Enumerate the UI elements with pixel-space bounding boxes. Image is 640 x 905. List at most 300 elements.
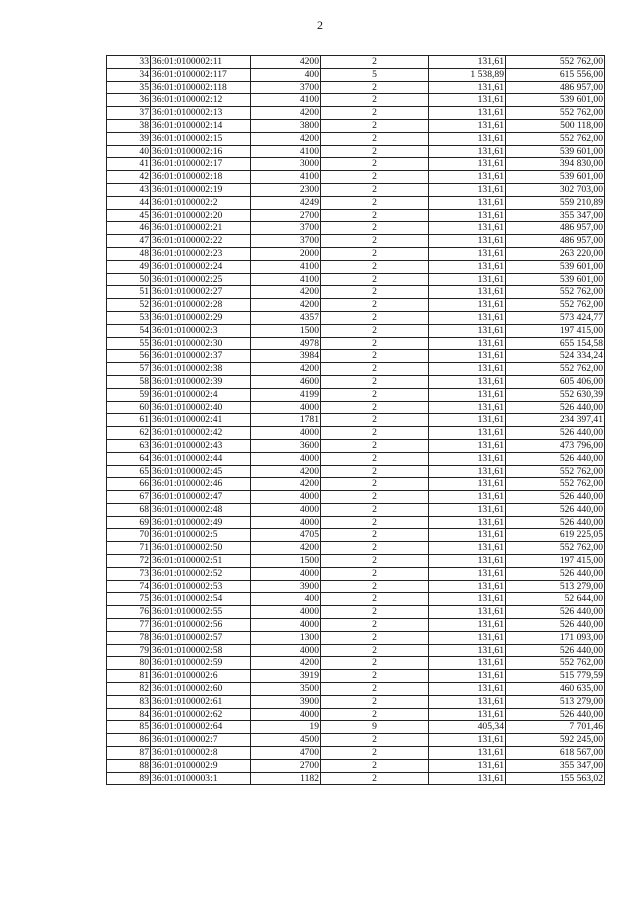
rate-cell: 131,61 <box>429 235 506 248</box>
table-row <box>107 94 605 107</box>
area-cell: 3700 <box>251 81 321 94</box>
area-cell: 3000 <box>251 158 321 171</box>
table-row <box>107 439 605 452</box>
group-cell: 2 <box>321 388 429 401</box>
table-row <box>107 158 605 171</box>
row-number: 81 <box>107 670 151 683</box>
rate-cell: 1 538,89 <box>429 68 506 81</box>
value-cell: 619 225,05 <box>506 529 605 542</box>
rate-cell: 131,61 <box>429 81 506 94</box>
area-cell: 3700 <box>251 222 321 235</box>
group-cell: 2 <box>321 491 429 504</box>
cadastral-number: 36:01:0100003:1 <box>151 772 251 785</box>
row-number: 47 <box>107 235 151 248</box>
area-cell: 3900 <box>251 580 321 593</box>
rate-cell: 131,61 <box>429 593 506 606</box>
table-row <box>107 145 605 158</box>
cadastral-number: 36:01:0100002:2 <box>151 196 251 209</box>
table-row <box>107 107 605 120</box>
value-cell: 552 762,00 <box>506 299 605 312</box>
group-cell: 2 <box>321 593 429 606</box>
cadastral-number: 36:01:0100002:25 <box>151 273 251 286</box>
rate-cell: 131,61 <box>429 657 506 670</box>
area-cell: 3600 <box>251 439 321 452</box>
table-row <box>107 606 605 619</box>
group-cell: 2 <box>321 94 429 107</box>
group-cell: 2 <box>321 619 429 632</box>
cadastral-number: 36:01:0100002:55 <box>151 606 251 619</box>
area-cell: 4200 <box>251 363 321 376</box>
table-row <box>107 772 605 785</box>
value-cell: 559 210,89 <box>506 196 605 209</box>
table-row <box>107 644 605 657</box>
rate-cell: 131,61 <box>429 222 506 235</box>
cadastral-number: 36:01:0100002:4 <box>151 388 251 401</box>
table-row <box>107 209 605 222</box>
group-cell: 2 <box>321 158 429 171</box>
cadastral-number: 36:01:0100002:11 <box>151 56 251 69</box>
row-number: 37 <box>107 107 151 120</box>
value-cell: 197 415,00 <box>506 324 605 337</box>
group-cell: 2 <box>321 196 429 209</box>
table-row <box>107 247 605 260</box>
group-cell: 2 <box>321 119 429 132</box>
row-number: 44 <box>107 196 151 209</box>
row-number: 50 <box>107 273 151 286</box>
row-number: 42 <box>107 171 151 184</box>
row-number: 64 <box>107 452 151 465</box>
rate-cell: 131,61 <box>429 580 506 593</box>
cadastral-number: 36:01:0100002:52 <box>151 567 251 580</box>
rate-cell: 131,61 <box>429 158 506 171</box>
row-number: 36 <box>107 94 151 107</box>
cadastral-number: 36:01:0100002:13 <box>151 107 251 120</box>
rate-cell: 131,61 <box>429 273 506 286</box>
value-cell: 486 957,00 <box>506 235 605 248</box>
area-cell: 4200 <box>251 478 321 491</box>
value-cell: 473 796,00 <box>506 439 605 452</box>
rate-cell: 405,34 <box>429 721 506 734</box>
value-cell: 355 347,00 <box>506 759 605 772</box>
area-cell: 3500 <box>251 683 321 696</box>
row-number: 67 <box>107 491 151 504</box>
group-cell: 2 <box>321 772 429 785</box>
row-number: 53 <box>107 311 151 324</box>
area-cell: 19 <box>251 721 321 734</box>
row-number: 79 <box>107 644 151 657</box>
row-number: 71 <box>107 542 151 555</box>
group-cell: 2 <box>321 503 429 516</box>
rate-cell: 131,61 <box>429 516 506 529</box>
group-cell: 2 <box>321 299 429 312</box>
rate-cell: 131,61 <box>429 107 506 120</box>
table-row <box>107 708 605 721</box>
group-cell: 2 <box>321 350 429 363</box>
cadastral-number: 36:01:0100002:16 <box>151 145 251 158</box>
cadastral-number: 36:01:0100002:51 <box>151 555 251 568</box>
row-number: 33 <box>107 56 151 69</box>
row-number: 41 <box>107 158 151 171</box>
area-cell: 3984 <box>251 350 321 363</box>
value-cell: 526 440,00 <box>506 567 605 580</box>
row-number: 59 <box>107 388 151 401</box>
cadastral-number: 36:01:0100002:48 <box>151 503 251 516</box>
area-cell: 1500 <box>251 555 321 568</box>
value-cell: 526 440,00 <box>506 503 605 516</box>
group-cell: 2 <box>321 286 429 299</box>
value-cell: 524 334,24 <box>506 350 605 363</box>
rate-cell: 131,61 <box>429 94 506 107</box>
row-number: 43 <box>107 183 151 196</box>
cadastral-number: 36:01:0100002:53 <box>151 580 251 593</box>
rate-cell: 131,61 <box>429 772 506 785</box>
rate-cell: 131,61 <box>429 708 506 721</box>
value-cell: 552 762,00 <box>506 132 605 145</box>
row-number: 66 <box>107 478 151 491</box>
row-number: 70 <box>107 529 151 542</box>
area-cell: 4100 <box>251 260 321 273</box>
parcel-table <box>106 55 605 785</box>
rate-cell: 131,61 <box>429 171 506 184</box>
area-cell: 2000 <box>251 247 321 260</box>
cadastral-number: 36:01:0100002:9 <box>151 759 251 772</box>
group-cell: 2 <box>321 145 429 158</box>
table-row <box>107 670 605 683</box>
cadastral-number: 36:01:0100002:12 <box>151 94 251 107</box>
row-number: 57 <box>107 363 151 376</box>
area-cell: 4357 <box>251 311 321 324</box>
rate-cell: 131,61 <box>429 286 506 299</box>
table-row <box>107 427 605 440</box>
row-number: 78 <box>107 631 151 644</box>
table-row <box>107 273 605 286</box>
area-cell: 4100 <box>251 94 321 107</box>
table-row <box>107 516 605 529</box>
cadastral-number: 36:01:0100002:57 <box>151 631 251 644</box>
area-cell: 4000 <box>251 606 321 619</box>
value-cell: 526 440,00 <box>506 427 605 440</box>
value-cell: 513 279,00 <box>506 695 605 708</box>
cadastral-number: 36:01:0100002:61 <box>151 695 251 708</box>
value-cell: 552 762,00 <box>506 542 605 555</box>
row-number: 87 <box>107 747 151 760</box>
table-row <box>107 619 605 632</box>
row-number: 58 <box>107 375 151 388</box>
cadastral-number: 36:01:0100002:38 <box>151 363 251 376</box>
rate-cell: 131,61 <box>429 56 506 69</box>
value-cell: 355 347,00 <box>506 209 605 222</box>
cadastral-number: 36:01:0100002:49 <box>151 516 251 529</box>
rate-cell: 131,61 <box>429 695 506 708</box>
cadastral-number: 36:01:0100002:6 <box>151 670 251 683</box>
row-number: 34 <box>107 68 151 81</box>
table-row <box>107 375 605 388</box>
table-row <box>107 350 605 363</box>
rate-cell: 131,61 <box>429 132 506 145</box>
group-cell: 2 <box>321 311 429 324</box>
group-cell: 2 <box>321 260 429 273</box>
group-cell: 2 <box>321 606 429 619</box>
value-cell: 515 779,59 <box>506 670 605 683</box>
area-cell: 4000 <box>251 516 321 529</box>
row-number: 35 <box>107 81 151 94</box>
rate-cell: 131,61 <box>429 606 506 619</box>
area-cell: 2700 <box>251 759 321 772</box>
cadastral-number: 36:01:0100002:5 <box>151 529 251 542</box>
table-row <box>107 465 605 478</box>
area-cell: 4200 <box>251 107 321 120</box>
row-number: 62 <box>107 427 151 440</box>
value-cell: 155 563,02 <box>506 772 605 785</box>
value-cell: 500 118,00 <box>506 119 605 132</box>
row-number: 38 <box>107 119 151 132</box>
area-cell: 4100 <box>251 273 321 286</box>
area-cell: 4000 <box>251 401 321 414</box>
cadastral-number: 36:01:0100002:23 <box>151 247 251 260</box>
rate-cell: 131,61 <box>429 324 506 337</box>
value-cell: 526 440,00 <box>506 619 605 632</box>
row-number: 89 <box>107 772 151 785</box>
group-cell: 2 <box>321 375 429 388</box>
row-number: 60 <box>107 401 151 414</box>
table-row <box>107 183 605 196</box>
area-cell: 4249 <box>251 196 321 209</box>
row-number: 77 <box>107 619 151 632</box>
group-cell: 5 <box>321 68 429 81</box>
cadastral-number: 36:01:0100002:64 <box>151 721 251 734</box>
table-row <box>107 759 605 772</box>
table-row <box>107 567 605 580</box>
cadastral-number: 36:01:0100002:8 <box>151 747 251 760</box>
area-cell: 2700 <box>251 209 321 222</box>
area-cell: 4000 <box>251 491 321 504</box>
cadastral-number: 36:01:0100002:30 <box>151 337 251 350</box>
row-number: 51 <box>107 286 151 299</box>
rate-cell: 131,61 <box>429 439 506 452</box>
area-cell: 3800 <box>251 119 321 132</box>
group-cell: 2 <box>321 478 429 491</box>
rate-cell: 131,61 <box>429 529 506 542</box>
table-row <box>107 299 605 312</box>
value-cell: 552 762,00 <box>506 107 605 120</box>
rate-cell: 131,61 <box>429 542 506 555</box>
area-cell: 4200 <box>251 56 321 69</box>
area-cell: 4500 <box>251 734 321 747</box>
group-cell: 2 <box>321 670 429 683</box>
rate-cell: 131,61 <box>429 183 506 196</box>
row-number: 85 <box>107 721 151 734</box>
group-cell: 2 <box>321 427 429 440</box>
table-row <box>107 337 605 350</box>
table-row <box>107 196 605 209</box>
rate-cell: 131,61 <box>429 619 506 632</box>
value-cell: 197 415,00 <box>506 555 605 568</box>
value-cell: 526 440,00 <box>506 452 605 465</box>
value-cell: 615 556,00 <box>506 68 605 81</box>
rate-cell: 131,61 <box>429 452 506 465</box>
row-number: 56 <box>107 350 151 363</box>
area-cell: 2300 <box>251 183 321 196</box>
area-cell: 3700 <box>251 235 321 248</box>
value-cell: 605 406,00 <box>506 375 605 388</box>
area-cell: 4000 <box>251 567 321 580</box>
row-number: 61 <box>107 414 151 427</box>
area-cell: 4200 <box>251 542 321 555</box>
rate-cell: 131,61 <box>429 145 506 158</box>
cadastral-number: 36:01:0100002:39 <box>151 375 251 388</box>
cadastral-number: 36:01:0100002:29 <box>151 311 251 324</box>
table-row <box>107 260 605 273</box>
table-row <box>107 491 605 504</box>
group-cell: 2 <box>321 183 429 196</box>
table-row <box>107 311 605 324</box>
table-row <box>107 414 605 427</box>
value-cell: 552 762,00 <box>506 465 605 478</box>
cadastral-number: 36:01:0100002:47 <box>151 491 251 504</box>
table-row <box>107 119 605 132</box>
rate-cell: 131,61 <box>429 465 506 478</box>
table-row <box>107 132 605 145</box>
value-cell: 539 601,00 <box>506 171 605 184</box>
rate-cell: 131,61 <box>429 350 506 363</box>
value-cell: 573 424,77 <box>506 311 605 324</box>
value-cell: 552 762,00 <box>506 56 605 69</box>
cadastral-number: 36:01:0100002:43 <box>151 439 251 452</box>
cadastral-number: 36:01:0100002:54 <box>151 593 251 606</box>
table-row <box>107 363 605 376</box>
cadastral-number: 36:01:0100002:59 <box>151 657 251 670</box>
cadastral-number: 36:01:0100002:40 <box>151 401 251 414</box>
group-cell: 2 <box>321 107 429 120</box>
row-number: 63 <box>107 439 151 452</box>
value-cell: 552 762,00 <box>506 286 605 299</box>
group-cell: 2 <box>321 363 429 376</box>
table-row <box>107 542 605 555</box>
group-cell: 2 <box>321 337 429 350</box>
value-cell: 526 440,00 <box>506 491 605 504</box>
rate-cell: 131,61 <box>429 759 506 772</box>
group-cell: 2 <box>321 273 429 286</box>
row-number: 72 <box>107 555 151 568</box>
table-row <box>107 235 605 248</box>
rate-cell: 131,61 <box>429 401 506 414</box>
value-cell: 592 245,00 <box>506 734 605 747</box>
rate-cell: 131,61 <box>429 427 506 440</box>
cadastral-number: 36:01:0100002:118 <box>151 81 251 94</box>
row-number: 88 <box>107 759 151 772</box>
value-cell: 655 154,58 <box>506 337 605 350</box>
rate-cell: 131,61 <box>429 299 506 312</box>
group-cell: 2 <box>321 81 429 94</box>
group-cell: 2 <box>321 567 429 580</box>
value-cell: 552 762,00 <box>506 657 605 670</box>
value-cell: 486 957,00 <box>506 81 605 94</box>
table-row <box>107 81 605 94</box>
area-cell: 4199 <box>251 388 321 401</box>
table-row <box>107 721 605 734</box>
cadastral-number: 36:01:0100002:22 <box>151 235 251 248</box>
cadastral-number: 36:01:0100002:46 <box>151 478 251 491</box>
row-number: 73 <box>107 567 151 580</box>
value-cell: 526 440,00 <box>506 708 605 721</box>
area-cell: 4978 <box>251 337 321 350</box>
row-number: 84 <box>107 708 151 721</box>
area-cell: 4700 <box>251 747 321 760</box>
row-number: 40 <box>107 145 151 158</box>
table-row <box>107 555 605 568</box>
value-cell: 302 703,00 <box>506 183 605 196</box>
area-cell: 4000 <box>251 619 321 632</box>
group-cell: 2 <box>321 222 429 235</box>
value-cell: 526 440,00 <box>506 401 605 414</box>
group-cell: 2 <box>321 708 429 721</box>
row-number: 52 <box>107 299 151 312</box>
group-cell: 2 <box>321 529 429 542</box>
row-number: 82 <box>107 683 151 696</box>
cadastral-number: 36:01:0100002:15 <box>151 132 251 145</box>
rate-cell: 131,61 <box>429 631 506 644</box>
value-cell: 526 440,00 <box>506 606 605 619</box>
area-cell: 4000 <box>251 644 321 657</box>
cadastral-number: 36:01:0100002:19 <box>151 183 251 196</box>
value-cell: 7 701,46 <box>506 721 605 734</box>
table-row <box>107 503 605 516</box>
area-cell: 4000 <box>251 452 321 465</box>
row-number: 45 <box>107 209 151 222</box>
area-cell: 4200 <box>251 299 321 312</box>
area-cell: 4200 <box>251 286 321 299</box>
value-cell: 234 397,41 <box>506 414 605 427</box>
area-cell: 4100 <box>251 145 321 158</box>
group-cell: 2 <box>321 439 429 452</box>
value-cell: 539 601,00 <box>506 260 605 273</box>
table-row <box>107 171 605 184</box>
area-cell: 4200 <box>251 657 321 670</box>
group-cell: 2 <box>321 465 429 478</box>
cadastral-number: 36:01:0100002:27 <box>151 286 251 299</box>
group-cell: 2 <box>321 171 429 184</box>
group-cell: 2 <box>321 657 429 670</box>
cadastral-number: 36:01:0100002:41 <box>151 414 251 427</box>
cadastral-number: 36:01:0100002:117 <box>151 68 251 81</box>
value-cell: 552 630,39 <box>506 388 605 401</box>
table-row <box>107 695 605 708</box>
area-cell: 1182 <box>251 772 321 785</box>
row-number: 65 <box>107 465 151 478</box>
group-cell: 2 <box>321 516 429 529</box>
rate-cell: 131,61 <box>429 555 506 568</box>
area-cell: 4200 <box>251 465 321 478</box>
table-row <box>107 324 605 337</box>
rate-cell: 131,61 <box>429 644 506 657</box>
group-cell: 2 <box>321 734 429 747</box>
area-cell: 3919 <box>251 670 321 683</box>
rate-cell: 131,61 <box>429 247 506 260</box>
value-cell: 394 830,00 <box>506 158 605 171</box>
table-row <box>107 657 605 670</box>
group-cell: 2 <box>321 747 429 760</box>
table-row <box>107 401 605 414</box>
value-cell: 263 220,00 <box>506 247 605 260</box>
rate-cell: 131,61 <box>429 337 506 350</box>
rate-cell: 131,61 <box>429 567 506 580</box>
area-cell: 1500 <box>251 324 321 337</box>
table-row <box>107 580 605 593</box>
row-number: 80 <box>107 657 151 670</box>
area-cell: 4600 <box>251 375 321 388</box>
group-cell: 2 <box>321 631 429 644</box>
table-row <box>107 734 605 747</box>
